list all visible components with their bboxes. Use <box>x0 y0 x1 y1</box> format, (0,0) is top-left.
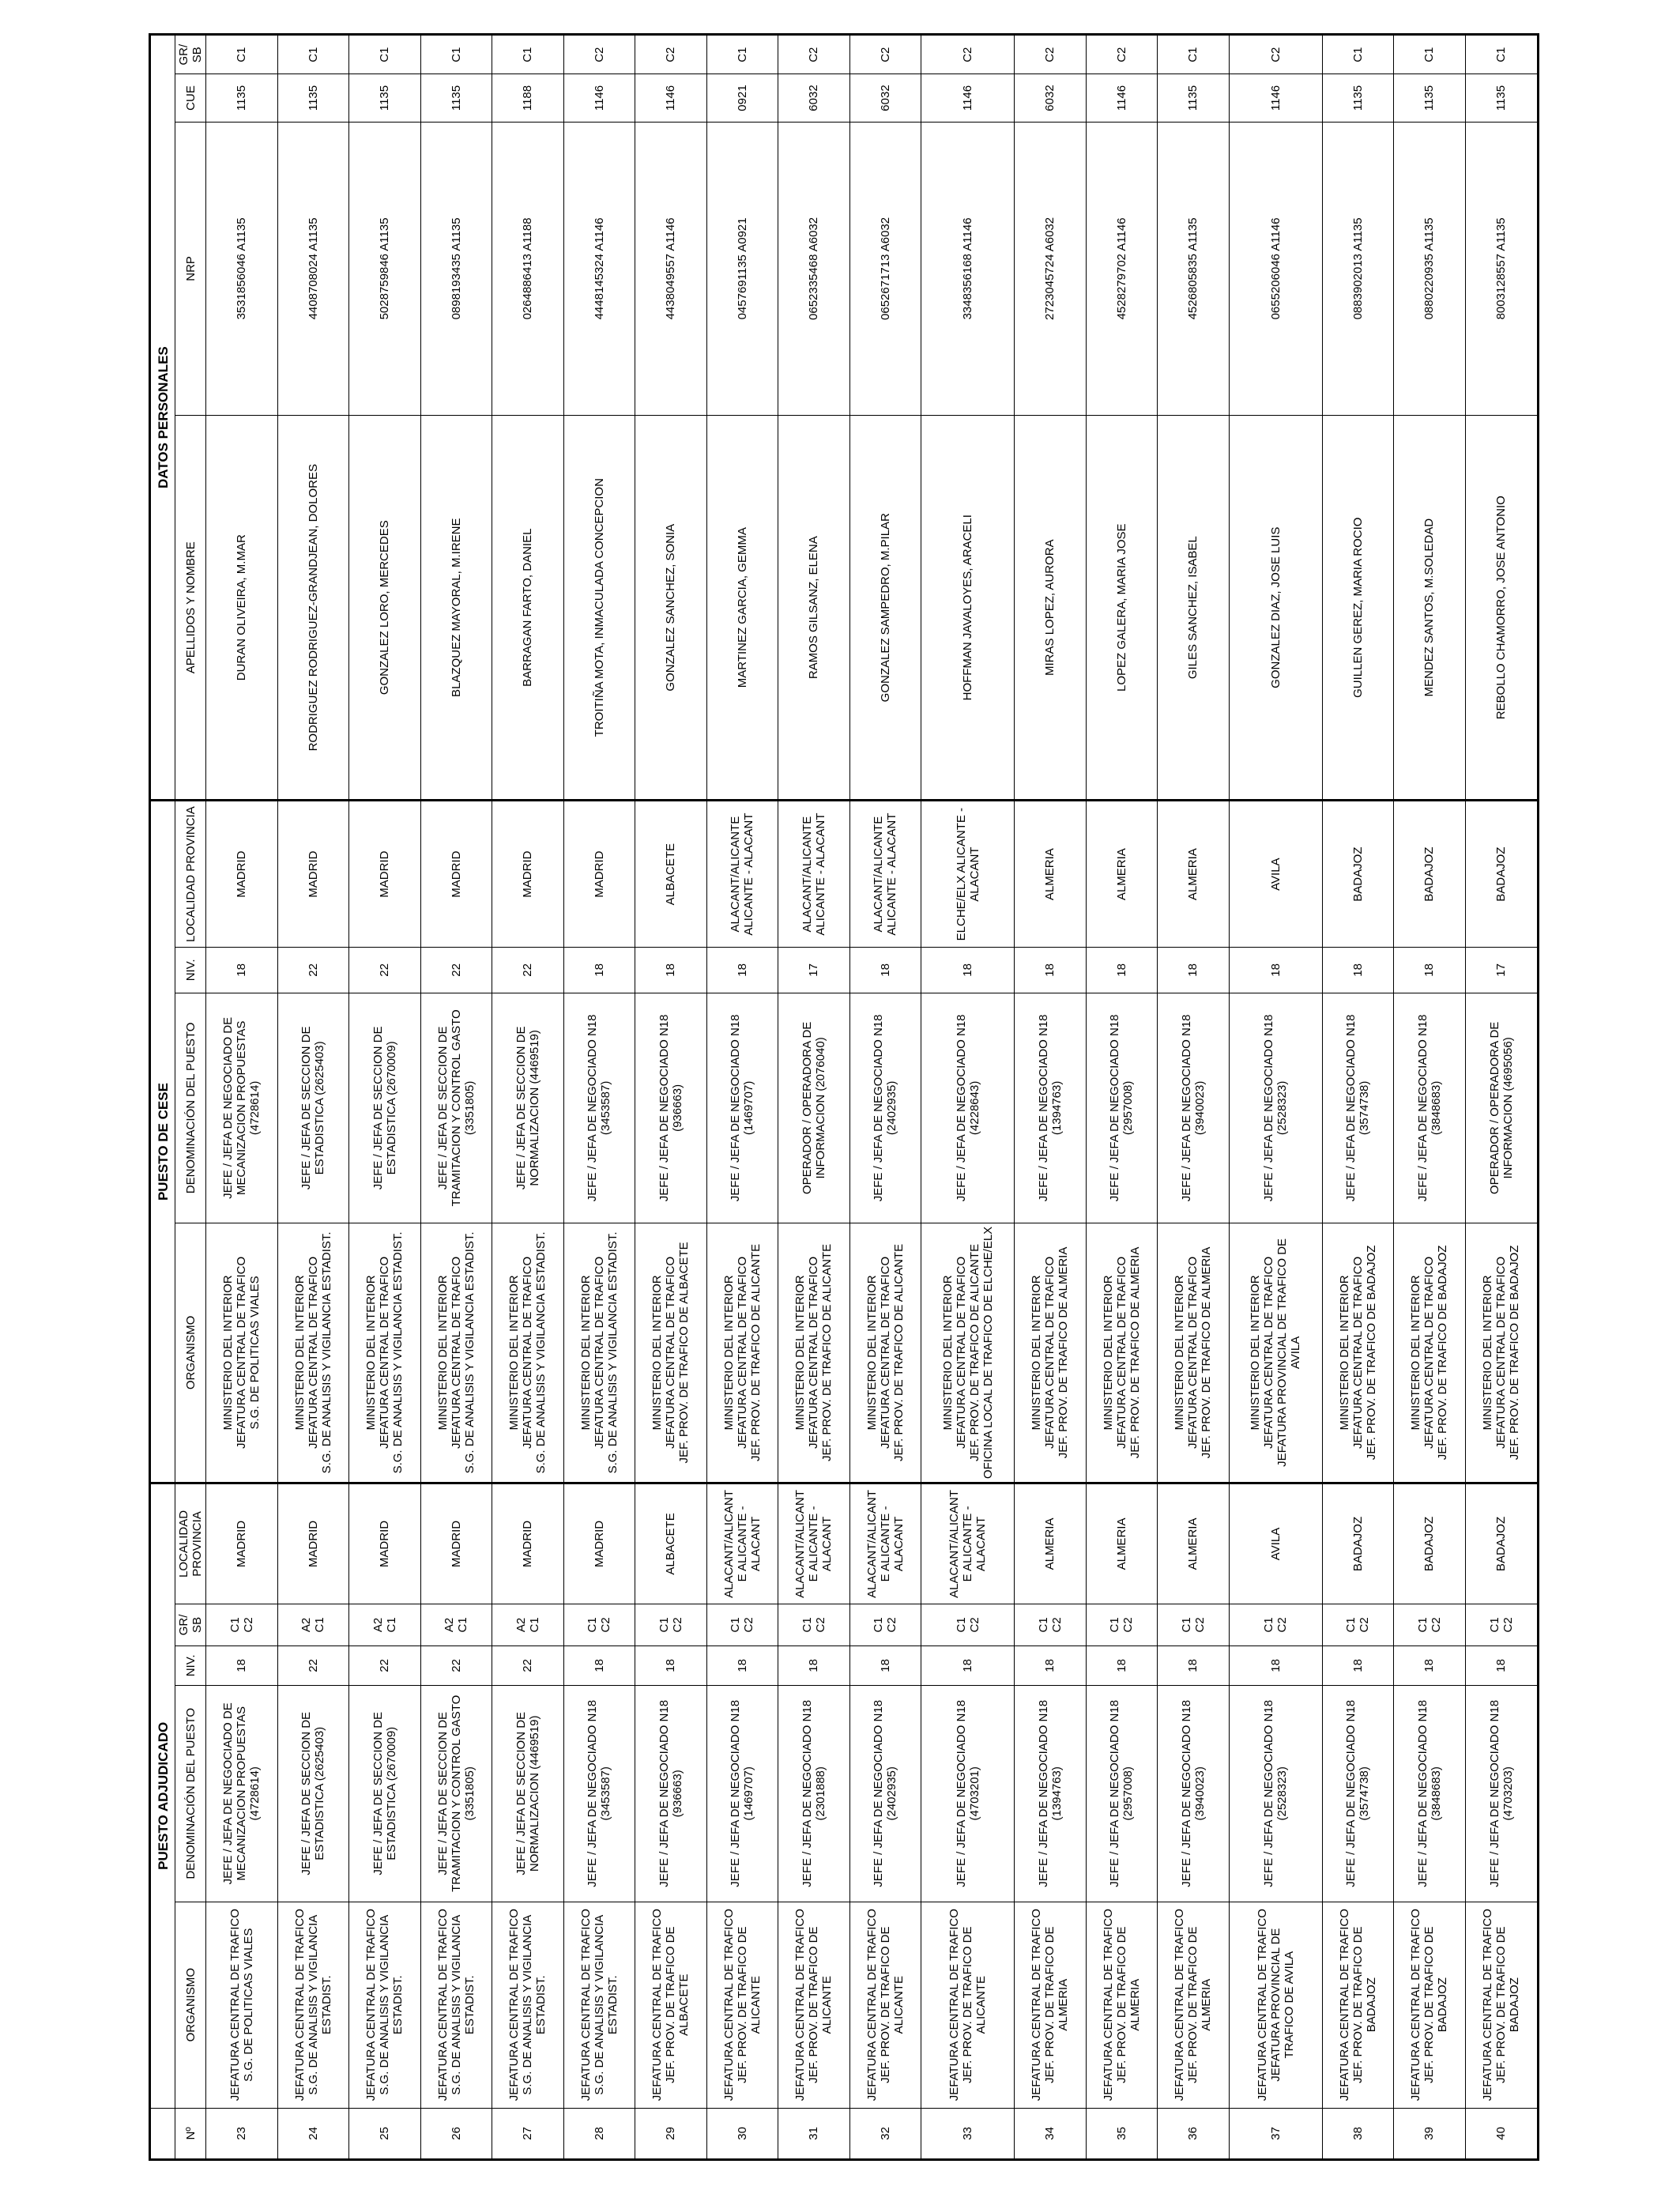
cue-cell: 1135 <box>349 74 421 122</box>
apellidos-nombre-cell: GONZALEZ SAMPEDRO, M.PILAR <box>849 416 921 801</box>
row-number: 35 <box>1086 2108 1158 2159</box>
row-number: 26 <box>420 2108 492 2159</box>
niv-cell: 18 <box>849 1646 921 1685</box>
niv-cell: 18 <box>563 1646 635 1685</box>
apellidos-nombre-cell: MARTINEZ GARCIA, GEMMA <box>706 416 778 801</box>
grsb-cell: C1 C2 <box>1015 1604 1087 1646</box>
niv-cese-cell: 18 <box>1086 948 1158 993</box>
row-number: 32 <box>849 2108 921 2159</box>
table-row <box>635 35 707 2160</box>
niv-cell: 18 <box>1322 1646 1394 1685</box>
apellidos-nombre-cell: GILES SANCHEZ, ISABEL <box>1158 416 1230 801</box>
niv-cese-cell: 18 <box>635 948 707 993</box>
denominacion-cell: JEFE / JEFA DE NEGOCIADO N18 (1394763) <box>1015 1685 1087 1902</box>
table-row <box>492 35 564 2160</box>
col-grsb: GR/ SB <box>175 1604 206 1646</box>
nrp-cell: 0655206046 A1146 <box>1229 122 1322 416</box>
denominacion-cell: JEFE / JEFA DE NEGOCIADO N18 (3848683) <box>1394 1685 1466 1902</box>
table-row <box>1158 35 1230 2160</box>
localidad-cese-cell: BADAJOZ <box>1465 801 1538 948</box>
localidad-cell: BADAJOZ <box>1465 1483 1538 1604</box>
col-organismo: ORGANISMO <box>175 1902 206 2108</box>
cue-cell: 1135 <box>277 74 349 122</box>
nrp-cell: 0264886413 A1188 <box>492 122 564 416</box>
denominacion-cell: JEFE / JEFA DE SECCION DE ESTADISTICA (2625403) <box>277 1685 349 1902</box>
niv-cell: 18 <box>778 1646 850 1685</box>
row-number: 36 <box>1158 2108 1230 2159</box>
localidad-cell: ALMERIA <box>1015 1483 1087 1604</box>
niv-cese-cell: 17 <box>1465 948 1538 993</box>
nrp-cell: 3531856046 A1135 <box>206 122 278 416</box>
niv-cese-cell: 22 <box>420 948 492 993</box>
denominacion-cese-cell: JEFE / JEFA DE SECCION DE ESTADISTICA (2625403) <box>277 993 349 1223</box>
table-row <box>1322 35 1394 2160</box>
localidad-cese-cell: ELCHE/ELX ALICANTE - ALACANT <box>921 801 1015 948</box>
niv-cell: 18 <box>1086 1646 1158 1685</box>
group-datos-personales: DATOS PERSONALES <box>150 35 175 801</box>
localidad-cell: MADRID <box>492 1483 564 1604</box>
niv-cell: 18 <box>921 1646 1015 1685</box>
localidad-cese-cell: MADRID <box>563 801 635 948</box>
cue-cell: 1135 <box>1322 74 1394 122</box>
organismo-cese-cell: MINISTERIO DEL INTERIOR JEFATURA CENTRAL DE TRAFICO JEF. PROV. DE TRAFICO DE ALICANTE <box>849 1223 921 1483</box>
col-denominacion: DENOMINACIÓN DEL PUESTO <box>175 1685 206 1902</box>
table-row <box>1086 35 1158 2160</box>
apellidos-nombre-cell: BARRAGAN FARTO, DANIEL <box>492 416 564 801</box>
nrp-cell: 4448145324 A1146 <box>563 122 635 416</box>
niv-cell: 18 <box>706 1646 778 1685</box>
localidad-cese-cell: BADAJOZ <box>1322 801 1394 948</box>
organismo-cell: JEFATURA CENTRAL DE TRAFICO JEF. PROV. DE TRAFICO DE ALICANTE <box>778 1902 850 2108</box>
organismo-cese-cell: MINISTERIO DEL INTERIOR JEFATURA CENTRAL DE TRAFICO S.G. DE ANALISIS Y VIGILANCIA ESTADIST. <box>277 1223 349 1483</box>
grsb-cell: C1 C2 <box>1394 1604 1466 1646</box>
grsb-personal-cell: C1 <box>1394 35 1466 74</box>
localidad-cell: BADAJOZ <box>1394 1483 1466 1604</box>
empty-corner <box>150 2108 175 2159</box>
localidad-cell: ALBACETE <box>635 1483 707 1604</box>
apellidos-nombre-cell: RAMOS GILSANZ, ELENA <box>778 416 850 801</box>
row-number: 24 <box>277 2108 349 2159</box>
table-row <box>206 35 278 2160</box>
group-puesto-adjudicado: PUESTO ADJUDICADO <box>150 1483 175 2108</box>
table-row <box>849 35 921 2160</box>
niv-cese-cell: 18 <box>563 948 635 993</box>
organismo-cese-cell: MINISTERIO DEL INTERIOR JEFATURA CENTRAL DE TRAFICO JEF. PROV. DE TRAFICO DE ALICANTE <box>706 1223 778 1483</box>
denominacion-cell: JEFE / JEFA DE NEGOCIADO N18 (936663) <box>635 1685 707 1902</box>
col-niv: NIV. <box>175 1646 206 1685</box>
localidad-cese-cell: MADRID <box>349 801 421 948</box>
table-row <box>921 35 1015 2160</box>
cue-cell: 1135 <box>206 74 278 122</box>
denominacion-cese-cell: OPERADOR / OPERADORA DE INFORMACION (4695056) <box>1465 993 1538 1223</box>
localidad-cese-cell: MADRID <box>277 801 349 948</box>
localidad-cese-cell: BADAJOZ <box>1394 801 1466 948</box>
apellidos-nombre-cell: RODRIGUEZ RODRIGUEZ-GRANDJEAN, DOLORES <box>277 416 349 801</box>
row-number: 31 <box>778 2108 850 2159</box>
niv-cese-cell: 22 <box>277 948 349 993</box>
organismo-cell: JEFATURA CENTRAL DE TRAFICO S.G. DE POLITICAS VIALES <box>206 1902 278 2108</box>
table-row <box>563 35 635 2160</box>
denominacion-cese-cell: OPERADOR / OPERADORA DE INFORMACION (2076040) <box>778 993 850 1223</box>
localidad-cell: MADRID <box>349 1483 421 1604</box>
localidad-cese-cell: ALMERIA <box>1086 801 1158 948</box>
nrp-cell: 0883902013 A1135 <box>1322 122 1394 416</box>
localidad-cell: ALACANT/ALICANTE ALICANTE - ALACANT <box>778 1483 850 1604</box>
niv-cell: 18 <box>1394 1646 1466 1685</box>
grsb-cell: C1 C2 <box>706 1604 778 1646</box>
col-nrp: NRP <box>175 122 206 416</box>
organismo-cese-cell: MINISTERIO DEL INTERIOR JEFATURA CENTRAL DE TRAFICO JEF. PROV. DE TRAFICO DE ALBACETE <box>635 1223 707 1483</box>
table-row <box>1015 35 1087 2160</box>
denominacion-cese-cell: JEFE / JEFA DE NEGOCIADO N18 (2528323) <box>1229 993 1322 1223</box>
denominacion-cell: JEFE / JEFA DE NEGOCIADO N18 (2528323) <box>1229 1685 1322 1902</box>
organismo-cell: JEFATURA CENTRAL DE TRAFICO JEFATURA PROVINCIAL DE TRAFICO DE AVILA <box>1229 1902 1322 2108</box>
grsb-personal-cell: C2 <box>563 35 635 74</box>
denominacion-cell: JEFE / JEFA DE SECCION DE TRAMITACION Y CONTROL GASTO (3351805) <box>420 1685 492 1902</box>
niv-cese-cell: 18 <box>1322 948 1394 993</box>
niv-cese-cell: 18 <box>1015 948 1087 993</box>
denominacion-cell: JEFE / JEFA DE NEGOCIADO DE MECANIZACION PROPUESTAS (4728614) <box>206 1685 278 1902</box>
organismo-cese-cell: MINISTERIO DEL INTERIOR JEFATURA CENTRAL DE TRAFICO JEF. PROV. DE TRAFICO DE BADAJOZ <box>1322 1223 1394 1483</box>
organismo-cese-cell: MINISTERIO DEL INTERIOR JEFATURA CENTRAL DE TRAFICO JEF. PROV. DE TRAFICO DE ALICANTE <box>778 1223 850 1483</box>
denominacion-cese-cell: JEFE / JEFA DE NEGOCIADO N18 (3848683) <box>1394 993 1466 1223</box>
localidad-cell: MADRID <box>563 1483 635 1604</box>
niv-cell: 22 <box>420 1646 492 1685</box>
table-row <box>1394 35 1466 2160</box>
niv-cese-cell: 22 <box>349 948 421 993</box>
organismo-cell: JEFATURA CENTRAL DE TRAFICO JEF. PROV. DE TRAFICO DE BADAJOZ <box>1394 1902 1466 2108</box>
organismo-cell: JEFATURA CENTRAL DE TRAFICO JEF. PROV. DE TRAFICO DE BADAJOZ <box>1465 1902 1538 2108</box>
cue-cell: 1146 <box>921 74 1015 122</box>
grsb-cell: A2 C1 <box>349 1604 421 1646</box>
denominacion-cese-cell: JEFE / JEFA DE SECCION DE ESTADISTICA (2670009) <box>349 993 421 1223</box>
col-localidad: LOCALIDAD PROVINCIA <box>175 1483 206 1604</box>
apellidos-nombre-cell: GONZALEZ SANCHEZ, SONIA <box>635 416 707 801</box>
nrp-cell: 0652671713 A6032 <box>849 122 921 416</box>
row-number: 30 <box>706 2108 778 2159</box>
niv-cell: 18 <box>635 1646 707 1685</box>
apellidos-nombre-cell: MENDEZ SANTOS, M.SOLEDAD <box>1394 416 1466 801</box>
nrp-cell: 0880220935 A1135 <box>1394 122 1466 416</box>
organismo-cell: JEFATURA CENTRAL DE TRAFICO JEF. PROV. DE TRAFICO DE ALICANTE <box>921 1902 1015 2108</box>
localidad-cell: MADRID <box>206 1483 278 1604</box>
organismo-cell: JEFATURA CENTRAL DE TRAFICO S.G. DE ANALISIS Y VIGILANCIA ESTADIST. <box>349 1902 421 2108</box>
localidad-cese-cell: ALACANT/ALICANTE ALICANTE - ALACANT <box>778 801 850 948</box>
apellidos-nombre-cell: REBOLLO CHAMORRO, JOSE ANTONIO <box>1465 416 1538 801</box>
col-localidad-cese: LOCALIDAD PROVINCIA <box>175 801 206 948</box>
col-apellidos: APELLIDOS Y NOMBRE <box>175 416 206 801</box>
niv-cell: 18 <box>206 1646 278 1685</box>
table-row <box>1465 35 1538 2160</box>
apellidos-nombre-cell: MIRAS LOPEZ, AURORA <box>1015 416 1087 801</box>
nrp-cell: 0457691135 A0921 <box>706 122 778 416</box>
denominacion-cese-cell: JEFE / JEFA DE NEGOCIADO N18 (3574738) <box>1322 993 1394 1223</box>
organismo-cese-cell: MINISTERIO DEL INTERIOR JEFATURA CENTRAL DE TRAFICO S.G. DE ANALISIS Y VIGILANCIA ESTADIST. <box>563 1223 635 1483</box>
organismo-cese-cell: MINISTERIO DEL INTERIOR JEFATURA CENTRAL DE TRAFICO JEF. PROV. DE TRAFICO DE BADAJOZ <box>1394 1223 1466 1483</box>
nrp-cell: 4438049557 A1146 <box>635 122 707 416</box>
niv-cese-cell: 18 <box>849 948 921 993</box>
grsb-personal-cell: C2 <box>1086 35 1158 74</box>
organismo-cese-cell: MINISTERIO DEL INTERIOR JEFATURA CENTRAL DE TRAFICO JEFATURA PROVINCIAL DE TRAFICO DE AVILA <box>1229 1223 1322 1483</box>
organismo-cell: JEFATURA CENTRAL DE TRAFICO S.G. DE ANALISIS Y VIGILANCIA ESTADIST. <box>420 1902 492 2108</box>
table-row <box>706 35 778 2160</box>
denominacion-cell: JEFE / JEFA DE NEGOCIADO N18 (1469707) <box>706 1685 778 1902</box>
row-number: 40 <box>1465 2108 1538 2159</box>
row-number: 27 <box>492 2108 564 2159</box>
niv-cese-cell: 17 <box>778 948 850 993</box>
column-header-row <box>175 35 206 2160</box>
table-row <box>778 35 850 2160</box>
table-body <box>206 35 1539 2160</box>
row-number: 34 <box>1015 2108 1087 2159</box>
grsb-personal-cell: C2 <box>1015 35 1087 74</box>
grsb-cell: C1 C2 <box>1322 1604 1394 1646</box>
cue-cell: 6032 <box>778 74 850 122</box>
nrp-cell: 2723045724 A6032 <box>1015 122 1087 416</box>
organismo-cese-cell: MINISTERIO DEL INTERIOR JEFATURA CENTRAL DE TRAFICO JEF. PROV. DE TRAFICO DE ALMERIA <box>1158 1223 1230 1483</box>
col-grsb-personal: GR/ SB <box>175 35 206 74</box>
niv-cese-cell: 22 <box>492 948 564 993</box>
apellidos-nombre-cell: TROITIÑA MOTA, INMACULADA CONCEPCION <box>563 416 635 801</box>
cue-cell: 1146 <box>563 74 635 122</box>
col-denominacion-cese: DENOMINACIÓN DEL PUESTO <box>175 993 206 1223</box>
grsb-personal-cell: C1 <box>420 35 492 74</box>
grsb-cell: C1 C2 <box>635 1604 707 1646</box>
grsb-cell: C1 C2 <box>921 1604 1015 1646</box>
row-number: 33 <box>921 2108 1015 2159</box>
cue-cell: 1146 <box>1229 74 1322 122</box>
denominacion-cese-cell: JEFE / JEFA DE SECCION DE NORMALIZACION (4469519) <box>492 993 564 1223</box>
localidad-cese-cell: ALMERIA <box>1158 801 1230 948</box>
grsb-personal-cell: C2 <box>921 35 1015 74</box>
organismo-cell: JEFATURA CENTRAL DE TRAFICO JEF. PROV. DE TRAFICO DE ALMERIA <box>1086 1902 1158 2108</box>
nrp-cell: 0898193435 A1135 <box>420 122 492 416</box>
denominacion-cese-cell: JEFE / JEFA DE NEGOCIADO N18 (3940023) <box>1158 993 1230 1223</box>
cue-cell: 1135 <box>420 74 492 122</box>
localidad-cese-cell: MADRID <box>492 801 564 948</box>
localidad-cese-cell: AVILA <box>1229 801 1322 948</box>
denominacion-cell: JEFE / JEFA DE SECCION DE NORMALIZACION (4469519) <box>492 1685 564 1902</box>
denominacion-cell: JEFE / JEFA DE NEGOCIADO N18 (3453587) <box>563 1685 635 1902</box>
localidad-cese-cell: MADRID <box>206 801 278 948</box>
organismo-cese-cell: MINISTERIO DEL INTERIOR JEFATURA CENTRAL DE TRAFICO S.G. DE ANALISIS Y VIGILANCIA ESTADIST. <box>492 1223 564 1483</box>
localidad-cell: ALMERIA <box>1086 1483 1158 1604</box>
niv-cell: 18 <box>1229 1646 1322 1685</box>
denominacion-cell: JEFE / JEFA DE NEGOCIADO N18 (2402935) <box>849 1685 921 1902</box>
grsb-cell: C1 C2 <box>206 1604 278 1646</box>
denominacion-cese-cell: JEFE / JEFA DE SECCION DE TRAMITACION Y CONTROL GASTO (3351805) <box>420 993 492 1223</box>
niv-cese-cell: 18 <box>1229 948 1322 993</box>
organismo-cese-cell: MINISTERIO DEL INTERIOR JEFATURA CENTRAL DE TRAFICO JEF. PROV. DE TRAFICO DE ALICANTE OFICINA LOCAL DE TRAFICO DE ELCHE/ELX <box>921 1223 1015 1483</box>
denominacion-cell: JEFE / JEFA DE SECCION DE ESTADISTICA (2670009) <box>349 1685 421 1902</box>
niv-cese-cell: 18 <box>706 948 778 993</box>
localidad-cell: MADRID <box>277 1483 349 1604</box>
niv-cese-cell: 18 <box>206 948 278 993</box>
grsb-cell: C1 C2 <box>778 1604 850 1646</box>
niv-cell: 18 <box>1015 1646 1087 1685</box>
apellidos-nombre-cell: LOPEZ GALERA, MARIA JOSE <box>1086 416 1158 801</box>
adjudication-table <box>149 33 1539 2161</box>
localidad-cell: ALMERIA <box>1158 1483 1230 1604</box>
grsb-personal-cell: C2 <box>1229 35 1322 74</box>
nrp-cell: 3348356168 A1146 <box>921 122 1015 416</box>
localidad-cell: MADRID <box>420 1483 492 1604</box>
apellidos-nombre-cell: GONZALEZ LORO, MERCEDES <box>349 416 421 801</box>
niv-cell: 18 <box>1158 1646 1230 1685</box>
cue-cell: 1135 <box>1465 74 1538 122</box>
nrp-cell: 8003128557 A1135 <box>1465 122 1538 416</box>
grsb-cell: C1 C2 <box>1158 1604 1230 1646</box>
grsb-personal-cell: C2 <box>849 35 921 74</box>
grsb-personal-cell: C1 <box>1322 35 1394 74</box>
niv-cell: 22 <box>277 1646 349 1685</box>
denominacion-cese-cell: JEFE / JEFA DE NEGOCIADO DE MECANIZACION PROPUESTAS (4728614) <box>206 993 278 1223</box>
grsb-cell: C1 C2 <box>1086 1604 1158 1646</box>
row-number: 39 <box>1394 2108 1466 2159</box>
niv-cese-cell: 18 <box>1394 948 1466 993</box>
grsb-personal-cell: C1 <box>277 35 349 74</box>
localidad-cell: ALACANT/ALICANTE ALICANTE - ALACANT <box>921 1483 1015 1604</box>
denominacion-cell: JEFE / JEFA DE NEGOCIADO N18 (2957008) <box>1086 1685 1158 1902</box>
organismo-cese-cell: MINISTERIO DEL INTERIOR JEFATURA CENTRAL DE TRAFICO S.G. DE ANALISIS Y VIGILANCIA ESTADIST. <box>420 1223 492 1483</box>
denominacion-cell: JEFE / JEFA DE NEGOCIADO N18 (3940023) <box>1158 1685 1230 1902</box>
nrp-cell: 4526805835 A1135 <box>1158 122 1230 416</box>
grsb-personal-cell: C2 <box>635 35 707 74</box>
table-row <box>1229 35 1322 2160</box>
row-number: 28 <box>563 2108 635 2159</box>
row-number: 38 <box>1322 2108 1394 2159</box>
grsb-cell: C1 C2 <box>1229 1604 1322 1646</box>
apellidos-nombre-cell: GUILLEN GEREZ, MARIA ROCIO <box>1322 416 1394 801</box>
nrp-cell: 5028759846 A1135 <box>349 122 421 416</box>
row-number: 23 <box>206 2108 278 2159</box>
denominacion-cell: JEFE / JEFA DE NEGOCIADO N18 (3574738) <box>1322 1685 1394 1902</box>
grsb-personal-cell: C1 <box>1158 35 1230 74</box>
organismo-cell: JEFATURA CENTRAL DE TRAFICO JEF. PROV. DE TRAFICO DE ALICANTE <box>706 1902 778 2108</box>
localidad-cell: ALACANT/ALICANTE ALICANTE - ALACANT <box>706 1483 778 1604</box>
grsb-cell: A2 C1 <box>420 1604 492 1646</box>
denominacion-cell: JEFE / JEFA DE NEGOCIADO N18 (4703203) <box>1465 1685 1538 1902</box>
table-row <box>277 35 349 2160</box>
nrp-cell: 4408708024 A1135 <box>277 122 349 416</box>
cue-cell: 1146 <box>635 74 707 122</box>
localidad-cese-cell: MADRID <box>420 801 492 948</box>
organismo-cese-cell: MINISTERIO DEL INTERIOR JEFATURA CENTRAL DE TRAFICO S.G. DE POLITICAS VIALES <box>206 1223 278 1483</box>
localidad-cell: BADAJOZ <box>1322 1483 1394 1604</box>
table-row <box>420 35 492 2160</box>
table-row <box>349 35 421 2160</box>
denominacion-cese-cell: JEFE / JEFA DE NEGOCIADO N18 (2957008) <box>1086 993 1158 1223</box>
denominacion-cese-cell: JEFE / JEFA DE NEGOCIADO N18 (1469707) <box>706 993 778 1223</box>
organismo-cell: JEFATURA CENTRAL DE TRAFICO S.G. DE ANALISIS Y VIGILANCIA ESTADIST. <box>277 1902 349 2108</box>
grsb-cell: C1 C2 <box>1465 1604 1538 1646</box>
organismo-cell: JEFATURA CENTRAL DE TRAFICO JEF. PROV. DE TRAFICO DE ALMERIA <box>1158 1902 1230 2108</box>
col-cue: CUE <box>175 74 206 122</box>
organismo-cese-cell: MINISTERIO DEL INTERIOR JEFATURA CENTRAL DE TRAFICO JEF. PROV. DE TRAFICO DE ALMERIA <box>1086 1223 1158 1483</box>
grsb-cell: A2 C1 <box>277 1604 349 1646</box>
denominacion-cese-cell: JEFE / JEFA DE NEGOCIADO N18 (4228643) <box>921 993 1015 1223</box>
col-niv-cese: NIV. <box>175 948 206 993</box>
organismo-cell: JEFATURA CENTRAL DE TRAFICO JEF. PROV. DE TRAFICO DE ALMERIA <box>1015 1902 1087 2108</box>
nrp-cell: 4528279702 A1146 <box>1086 122 1158 416</box>
row-number: 37 <box>1229 2108 1322 2159</box>
grsb-personal-cell: C1 <box>1465 35 1538 74</box>
niv-cell: 22 <box>349 1646 421 1685</box>
group-header-row <box>150 35 175 2160</box>
organismo-cese-cell: MINISTERIO DEL INTERIOR JEFATURA CENTRAL DE TRAFICO JEF. PROV. DE TRAFICO DE ALMERIA <box>1015 1223 1087 1483</box>
organismo-cell: JEFATURA CENTRAL DE TRAFICO JEF. PROV. DE TRAFICO DE BADAJOZ <box>1322 1902 1394 2108</box>
localidad-cese-cell: ALBACETE <box>635 801 707 948</box>
localidad-cese-cell: ALACANT/ALICANTE ALICANTE - ALACANT <box>706 801 778 948</box>
cue-cell: 6032 <box>849 74 921 122</box>
grsb-personal-cell: C1 <box>492 35 564 74</box>
apellidos-nombre-cell: DURAN OLIVEIRA, M.MAR <box>206 416 278 801</box>
organismo-cese-cell: MINISTERIO DEL INTERIOR JEFATURA CENTRAL DE TRAFICO JEF. PROV. DE TRAFICO DE BADAJOZ <box>1465 1223 1538 1483</box>
organismo-cell: JEFATURA CENTRAL DE TRAFICO JEF. PROV. DE TRAFICO DE ALBACETE <box>635 1902 707 2108</box>
grsb-personal-cell: C1 <box>206 35 278 74</box>
organismo-cell: JEFATURA CENTRAL DE TRAFICO S.G. DE ANALISIS Y VIGILANCIA ESTADIST. <box>492 1902 564 2108</box>
row-number: 25 <box>349 2108 421 2159</box>
localidad-cese-cell: ALMERIA <box>1015 801 1087 948</box>
apellidos-nombre-cell: GONZALEZ DIAZ, JOSE LUIS <box>1229 416 1322 801</box>
cue-cell: 1146 <box>1086 74 1158 122</box>
apellidos-nombre-cell: BLAZQUEZ MAYORAL, M.IRENE <box>420 416 492 801</box>
col-organismo-cese: ORGANISMO <box>175 1223 206 1483</box>
nrp-cell: 0652335468 A6032 <box>778 122 850 416</box>
denominacion-cese-cell: JEFE / JEFA DE NEGOCIADO N18 (1394763) <box>1015 993 1087 1223</box>
grsb-cell: C1 C2 <box>563 1604 635 1646</box>
denominacion-cese-cell: JEFE / JEFA DE NEGOCIADO N18 (3453587) <box>563 993 635 1223</box>
niv-cese-cell: 18 <box>921 948 1015 993</box>
denominacion-cese-cell: JEFE / JEFA DE NEGOCIADO N18 (936663) <box>635 993 707 1223</box>
cue-cell: 1135 <box>1394 74 1466 122</box>
organismo-cell: JEFATURA CENTRAL DE TRAFICO JEF. PROV. DE TRAFICO DE ALICANTE <box>849 1902 921 2108</box>
cue-cell: 0921 <box>706 74 778 122</box>
cue-cell: 1135 <box>1158 74 1230 122</box>
apellidos-nombre-cell: HOFFMAN JAVALOYES, ARACELI <box>921 416 1015 801</box>
grsb-cell: C1 C2 <box>849 1604 921 1646</box>
grsb-personal-cell: C1 <box>706 35 778 74</box>
localidad-cell: ALACANT/ALICANTE ALICANTE - ALACANT <box>849 1483 921 1604</box>
denominacion-cese-cell: JEFE / JEFA DE NEGOCIADO N18 (2402935) <box>849 993 921 1223</box>
localidad-cell: AVILA <box>1229 1483 1322 1604</box>
niv-cese-cell: 18 <box>1158 948 1230 993</box>
organismo-cese-cell: MINISTERIO DEL INTERIOR JEFATURA CENTRAL DE TRAFICO S.G. DE ANALISIS Y VIGILANCIA ESTADIST. <box>349 1223 421 1483</box>
organismo-cell: JEFATURA CENTRAL DE TRAFICO S.G. DE ANALISIS Y VIGILANCIA ESTADIST. <box>563 1902 635 2108</box>
row-number: 29 <box>635 2108 707 2159</box>
niv-cell: 22 <box>492 1646 564 1685</box>
col-n: Nº <box>175 2108 206 2159</box>
grsb-cell: A2 C1 <box>492 1604 564 1646</box>
denominacion-cell: JEFE / JEFA DE NEGOCIADO N18 (2301888) <box>778 1685 850 1902</box>
grsb-personal-cell: C1 <box>349 35 421 74</box>
cue-cell: 1188 <box>492 74 564 122</box>
grsb-personal-cell: C2 <box>778 35 850 74</box>
group-puesto-cese: PUESTO DE CESE <box>150 801 175 1483</box>
niv-cell: 18 <box>1465 1646 1538 1685</box>
localidad-cese-cell: ALACANT/ALICANTE ALICANTE - ALACANT <box>849 801 921 948</box>
cue-cell: 6032 <box>1015 74 1087 122</box>
denominacion-cell: JEFE / JEFA DE NEGOCIADO N18 (4703201) <box>921 1685 1015 1902</box>
